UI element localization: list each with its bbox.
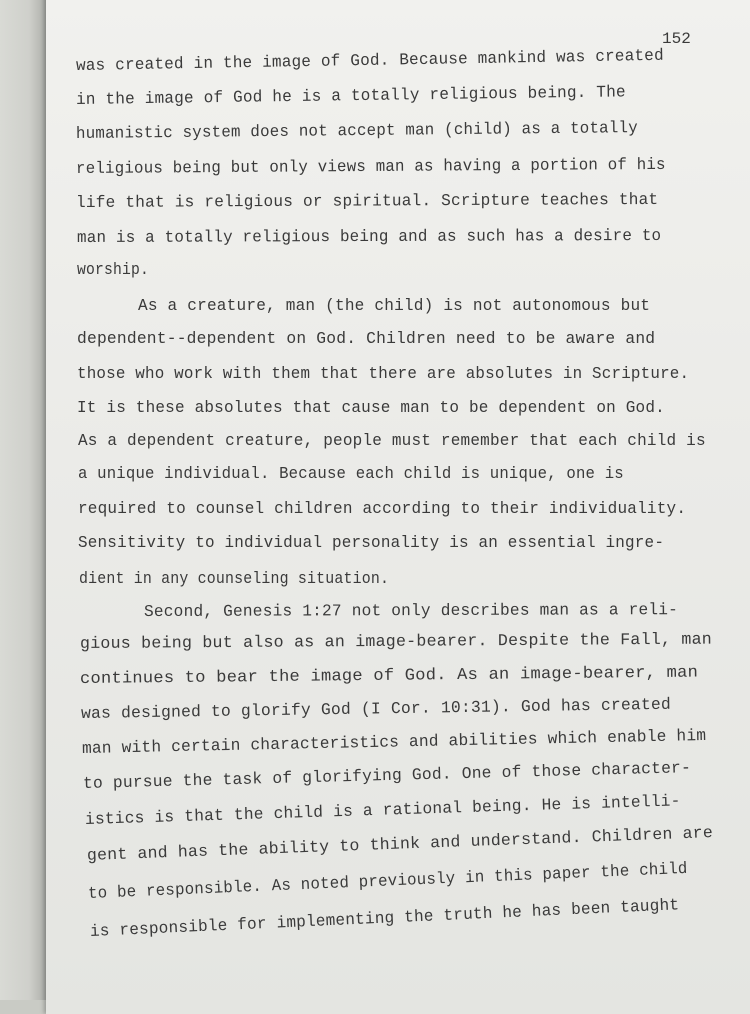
text-line: a unique individual. Because each child is unique, one is [78,464,624,483]
text-line: dependent--dependent on God. Children need to be aware and [77,329,656,348]
text-line: to be responsible. As noted previously in this paper the child [87,858,688,903]
text-line: worship. [77,260,150,279]
text-line: Sensitivity to individual personality is an essential ingre- [78,533,665,552]
text-line: is responsible for implementing the truth he has been taught [89,895,680,941]
text-line: those who work with them that there are absolutes in Scripture. [77,364,690,383]
text-line: in the image of God he is a totally religious being. The [75,82,626,109]
book-gutter [0,0,48,1000]
text-line: was created in the image of God. Because mankind was created [75,45,665,75]
text-line: As a dependent creature, people must remember that each child is [78,431,706,450]
text-line: dient in any counseling situation. [79,569,390,588]
text-line: continues to bear the image of God. As an image-bearer, man [79,662,699,688]
book-page [46,0,750,1014]
text-line: It is these absolutes that cause man to be dependent on God. [77,398,665,417]
page-number: 152 [662,30,691,48]
text-line: religious being but only views man as having a portion of his [75,154,666,178]
text-line: gent and has the ability to think and understand. Children are [86,823,714,865]
text-line: humanistic system does not accept man (child) as a totally [75,118,638,143]
text-line: As a creature, man (the child) is not autonomous but [138,296,651,315]
text-line: was designed to glorify God (I Cor. 10:31). God has created [80,694,672,723]
text-line: man is a totally religious being and as such has a desire to [76,225,662,247]
text-line: life that is religious or spiritual. Scripture teaches that [75,189,659,212]
text-line: Second, Genesis 1:27 not only describes man as a reli- [143,600,679,621]
text-line: gious being but also as an image-bearer. Despite the Fall, man [79,629,713,653]
text-line: man with certain characteristics and abilities which enable him [81,725,707,758]
text-line: istics is that the child is a rational being. He is intelli- [84,791,681,829]
text-line: to pursue the task of glorifying God. One of those character- [82,758,692,793]
text-line: required to counsel children according to their individuality. [78,499,687,518]
